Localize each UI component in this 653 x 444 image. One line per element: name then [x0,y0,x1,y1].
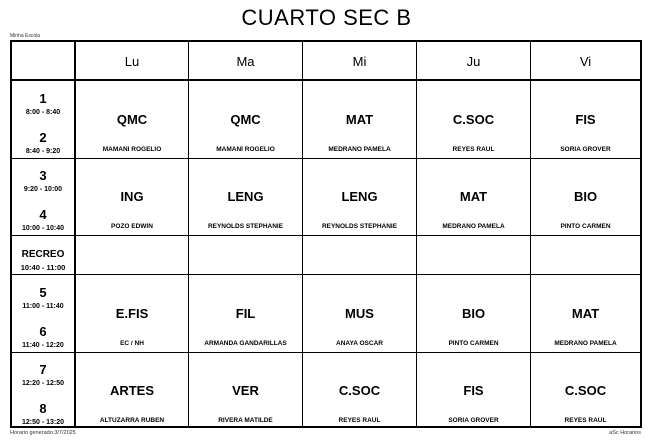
teacher-name: SORIA GROVER [560,146,611,153]
subject-cell: FIS [463,383,484,398]
subject-cell: LENG [341,189,378,204]
period-time: 9:20 - 10:00 [23,186,63,193]
recreo-label: RECREO [21,249,65,260]
teacher-name: REYES RAUL [452,146,495,153]
subject-cell: C.SOC [452,112,495,127]
recreo-time: 10:40 - 11:00 [20,263,66,272]
teacher-name: EC / NH [120,340,144,347]
divider [12,158,640,159]
day-header-tuesday: Ma [236,53,255,69]
divider [74,42,76,426]
divider [302,42,303,426]
divider [530,42,531,426]
period-number: 6 [39,324,47,339]
timetable-grid [10,40,642,428]
subject-cell: ING [120,189,144,204]
teacher-name: MAMANI ROGELIO [216,146,275,153]
subject-cell: LENG [227,189,264,204]
generated-date: Horario generado:3/7/2025 [10,430,76,436]
subject-cell: ARTES [109,383,155,398]
teacher-name: PINTO CARMEN [448,340,499,347]
divider [416,42,417,426]
subject-cell: BIO [573,189,598,204]
period-number: 4 [39,207,47,222]
subject-cell: BIO [461,306,486,321]
divider [188,42,189,426]
period-time: 12:50 - 13:20 [21,419,65,426]
teacher-name: ANAYA OSCAR [336,340,383,347]
subject-cell: QMC [116,112,148,127]
day-header-monday: Lu [124,53,140,69]
period-time: 10:00 - 10:40 [21,225,65,232]
app-credit: aSc Horarios [609,430,641,436]
period-number: 8 [39,401,47,416]
divider [12,274,640,275]
period-time: 8:40 - 9:20 [25,148,61,155]
teacher-name: ARMANDA GANDARILLAS [204,340,287,347]
subject-cell: QMC [230,112,261,127]
divider [12,352,640,353]
teacher-name: REYES RAUL [338,417,381,424]
teacher-name: MEDRANO PAMELA [442,223,505,230]
teacher-name: RIVERA MATILDE [218,417,273,424]
subject-cell: E.FIS [115,306,149,321]
period-number: 7 [39,362,47,377]
teacher-name: SORIA GROVER [448,417,499,424]
teacher-name: MAMANI ROGELIO [102,146,162,153]
teacher-name: POZO EDWIN [111,223,153,230]
teacher-name: REYES RAUL [564,417,607,424]
subject-cell: C.SOC [564,383,607,398]
subject-cell: VER [232,383,259,398]
subject-cell: MUS [345,306,374,321]
teacher-name: REYNOLDS STEPHANIE [207,223,284,230]
subject-cell: MAT [571,306,600,321]
subject-cell: MAT [345,112,374,127]
subject-cell: MAT [459,189,488,204]
period-time: 12:20 - 12:50 [21,380,65,387]
period-number: 2 [39,130,47,145]
period-number: 3 [39,168,47,183]
teacher-name: REYNOLDS STEPHANIE [321,223,398,230]
subject-cell: C.SOC [338,383,381,398]
period-time: 11:00 - 11:40 [22,303,64,310]
page-title: CUARTO SEC B [241,5,412,30]
day-header-wednesday: Mi [352,53,367,69]
teacher-name: MEDRANO PAMELA [554,340,617,347]
school-name: Minha Escola [10,33,41,39]
teacher-name: ALTUZARRA RUBEN [99,417,165,424]
day-header-friday: Vi [579,53,592,69]
divider [12,235,640,236]
teacher-name: MEDRANO PAMELA [328,146,391,153]
period-number: 1 [39,91,47,106]
teacher-name: PINTO CARMEN [560,223,611,230]
period-time: 11:40 - 12:20 [22,342,64,349]
subject-cell: FIL [235,306,256,321]
day-header-thursday: Ju [466,53,481,69]
period-number: 5 [39,285,47,300]
subject-cell: FIS [575,112,596,127]
period-time: 8:00 - 8:40 [25,109,61,116]
